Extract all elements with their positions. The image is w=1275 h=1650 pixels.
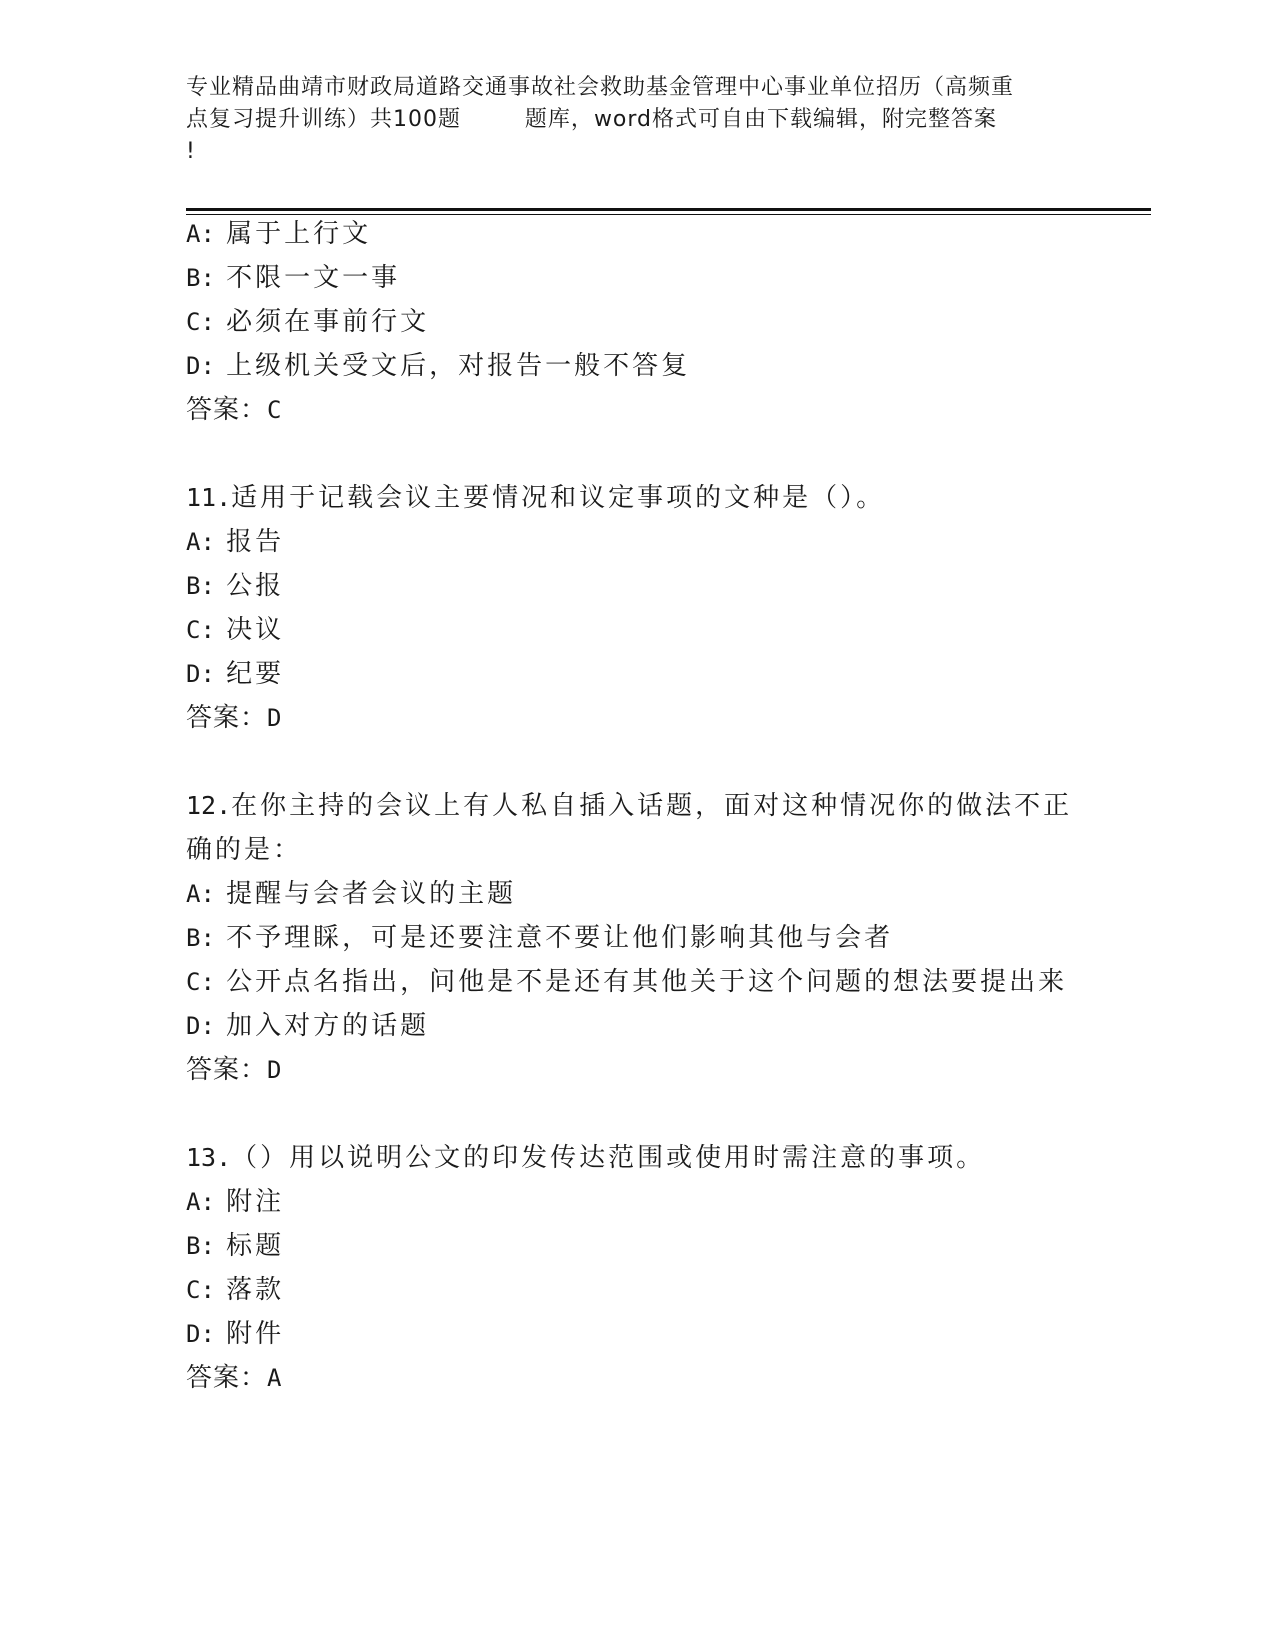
answer-line: 答案：A — [186, 1363, 283, 1393]
option-c: C: 公开点名指出，问他是不是还有其他关于这个问题的想法要提出来 — [186, 967, 1068, 997]
option-c: C: 落款 — [186, 1275, 285, 1305]
option-a: A: 提醒与会者会议的主题 — [186, 879, 517, 909]
option-b: B: 标题 — [186, 1231, 285, 1261]
option-a: A: 报告 — [186, 527, 285, 557]
question-12: 12.在你主持的会议上有人私自插入话题，面对这种情况你的做法不正 — [186, 791, 1073, 821]
option-c: C: 必须在事前行文 — [186, 307, 430, 337]
option-d: D: 加入对方的话题 — [186, 1011, 430, 1041]
header-line-1: 专业精品曲靖市财政局道路交通事故社会救助基金管理中心事业单位招历（高频重 — [186, 75, 1015, 100]
header-divider-thin — [186, 214, 1151, 215]
document-header — [186, 72, 1086, 168]
answer-line: 答案：D — [186, 703, 283, 733]
header-line-3: ! — [186, 139, 196, 164]
option-a: A: 附注 — [186, 1187, 285, 1217]
option-d: D: 纪要 — [186, 659, 285, 689]
answer-line: 答案：C — [186, 395, 283, 425]
answer-line: 答案：D — [186, 1055, 283, 1085]
option-b: B: 公报 — [186, 571, 285, 601]
option-b: B: 不限一文一事 — [186, 263, 401, 293]
header-divider-thick — [186, 208, 1151, 211]
option-b: B: 不予理睬，可是还要注意不要让他们影响其他与会者 — [186, 923, 894, 953]
question-12-continued: 确的是： — [186, 835, 303, 865]
question-11: 11.适用于记载会议主要情况和议定事项的文种是（）。 — [186, 483, 886, 513]
option-d: D: 附件 — [186, 1319, 285, 1349]
header-line-2: 点复习提升训练）共100题 题库，word格式可自由下载编辑，附完整答案 — [186, 107, 998, 132]
question-13: 13.（）用以说明公文的印发传达范围或使用时需注意的事项。 — [186, 1143, 986, 1173]
option-a: A: 属于上行文 — [186, 219, 372, 249]
option-c: C: 决议 — [186, 615, 285, 645]
option-d: D: 上级机关受文后，对报告一般不答复 — [186, 351, 691, 381]
